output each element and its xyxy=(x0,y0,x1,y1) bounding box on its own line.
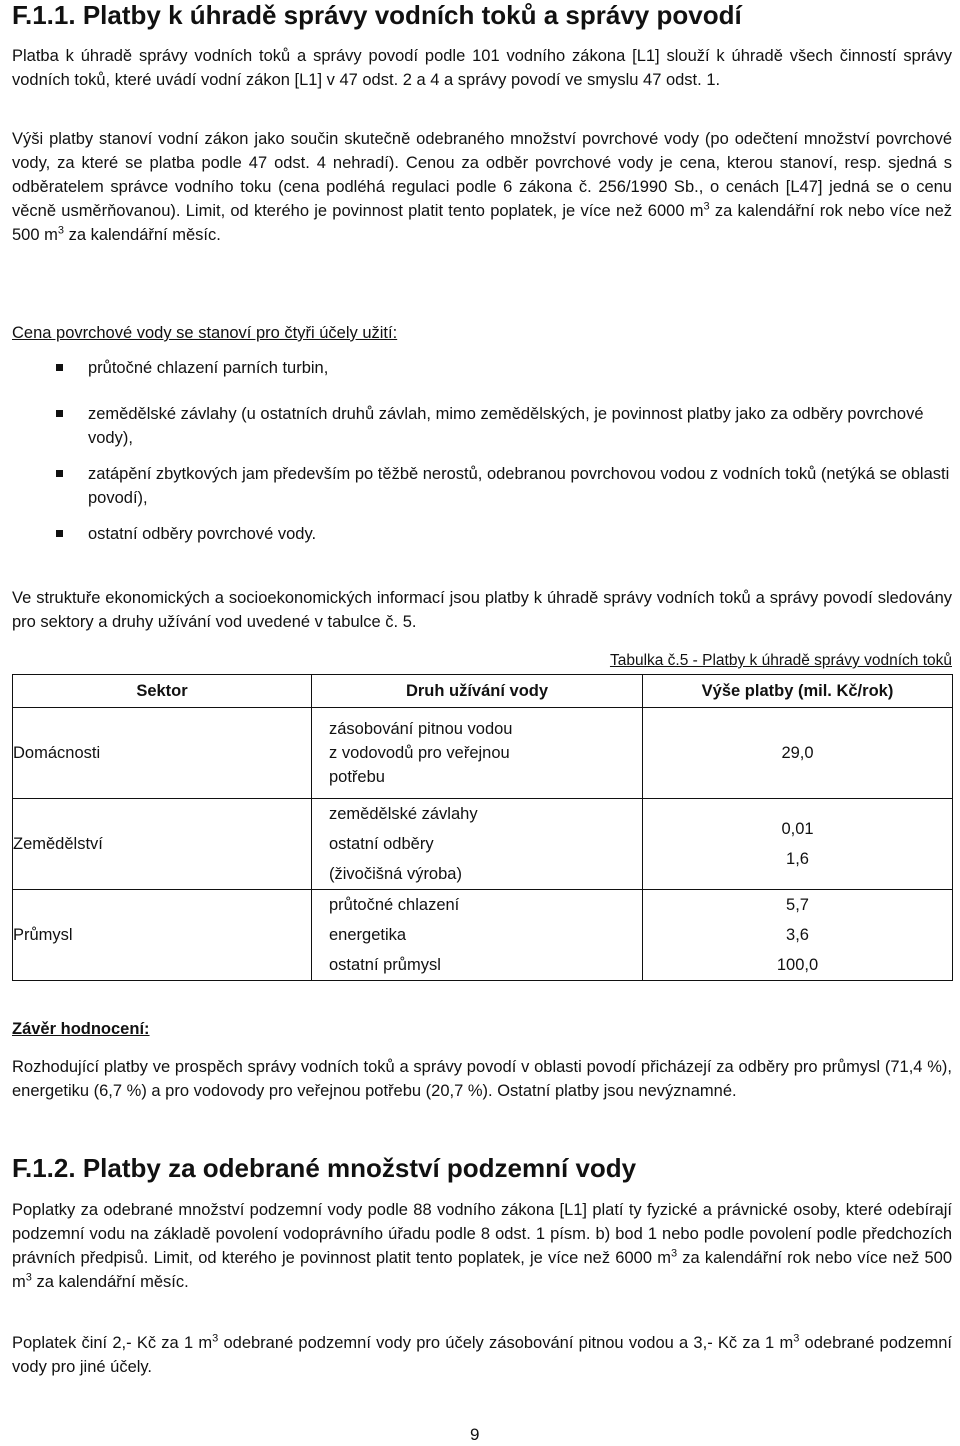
table-row xyxy=(13,890,953,981)
list-item: průtočné chlazení parních turbin, xyxy=(12,356,952,380)
column-header: Sektor xyxy=(13,675,312,708)
conclusion-text: Rozhodující platby ve prospěch správy vodních toků a správy povodí v oblasti povodí přicházejí za odběry pro průmysl (71,4 %), energetiku (6,7 %) a pro vodovody pro veřejnou potřebu (20,7 %). Ostatní platby jsou nevýznamné. xyxy=(12,1058,952,1100)
page-number: 9 xyxy=(470,1425,480,1444)
conclusion-heading: Závěr hodnocení: xyxy=(12,1020,150,1038)
use-cell: zemědělské závlahy ostatní odběry (živočišná výroba) xyxy=(312,799,643,890)
section-heading: F.1.1. Platby k úhradě správy vodních toků a správy povodí xyxy=(12,0,742,30)
column-header: Druh užívání vody xyxy=(312,675,643,708)
paragraph: Poplatek činí 2,- Kč za 1 $m^3$ odebrané podzemní vody pro účely zásobování pitnou vodou a 3,- Kč za 1 $m^3$ odebrané podzemní vody pro jiné účely. xyxy=(12,1332,952,1376)
paragraph: Platba k úhradě správy vodních toků a správy povodí podle 101 vodního zákona [L1] slouží k úhradě všech činností správy vodních toků, které uvádí vodní zákon [L1] v 47 odst. 2 a 4 a správy povodí ve smyslu 47 odst. 1. xyxy=(12,47,952,89)
payments-table xyxy=(12,674,953,981)
sector-cell: Průmysl xyxy=(13,890,312,981)
column-header: Výše platby (mil. Kč/rok) xyxy=(643,675,953,708)
paragraph: Výši platby stanoví vodní zákon jako součin skutečně odebraného množství povrchové vody (po odečtení množství povrchové vody, za které se platba podle 47 odst. 4 nehradí). Cenou za odběr povrchové vody je cena, kterou stanoví, resp. sjedná s odběratelem správce vodního toku (cena podléhá regulaci podle 6 zákona č. 256/1990 Sb., o cenách [L47] jedná se o cenu věcně usměrňovanou). Limit, od kterého je povinnost platit tento poplatek, je více než 6000 $m^3$ za kalendářní rok nebo více než 500 $m^3$ za kalendářní měsíc. xyxy=(12,130,952,244)
list-item: zatápění zbytkových jam především po těžbě nerostů, odebranou povrchovou vodou z vodních toků (netýká se oblasti povodí), xyxy=(12,462,952,510)
list-item: zemědělské závlahy (u ostatních druhů závlah, mimo zemědělských, je povinnost platby jako za odběry povrchové vody), xyxy=(12,402,952,450)
sector-cell: Zemědělství xyxy=(13,799,312,890)
value-cell: 5,7 3,6 100,0 xyxy=(643,890,953,981)
use-cell: zásobování pitnou vodou z vodovodů pro veřejnou potřebu xyxy=(312,708,643,799)
table-header-row xyxy=(13,675,953,708)
table-row xyxy=(13,799,953,890)
paragraph: Poplatky za odebrané množství podzemní vody podle 88 vodního zákona [L1] platí ty fyzické a právnické osoby, které odebírají podzemní vodu na základě povolení vodoprávního úřadu podle 8 odst. 1 písm. b) bod 1 nebo podle povolení podle předchozích právních předpisů. Limit, od kterého je povinnost platit tento poplatek, je více než 6000 $m^3$ za kalendářní rok nebo více než 500 $m^3$ za kalendářní měsíc. xyxy=(12,1201,952,1291)
list-item: ostatní odběry povrchové vody. xyxy=(12,522,952,546)
paragraph: Ve struktuře ekonomických a socioekonomických informací jsou platby k úhradě správy vodních toků a správy povodí sledovány pro sektory a druhy užívání vod uvedené v tabulce č. 5. xyxy=(12,589,952,631)
table-row xyxy=(13,708,953,799)
table-caption: Tabulka č.5 - Platby k úhradě správy vodních toků xyxy=(609,652,952,669)
sector-cell: Domácnosti xyxy=(13,708,312,799)
value-cell: 0,01 1,6 xyxy=(643,799,953,890)
section-heading: F.1.2. Platby za odebrané množství podzemní vody xyxy=(12,1153,637,1183)
purposes-heading: Cena povrchové vody se stanoví pro čtyři účely užití: xyxy=(12,324,398,342)
value-cell: 29,0 xyxy=(643,708,953,799)
purposes-list xyxy=(12,356,952,558)
use-cell: průtočné chlazení energetika ostatní průmysl xyxy=(312,890,643,981)
